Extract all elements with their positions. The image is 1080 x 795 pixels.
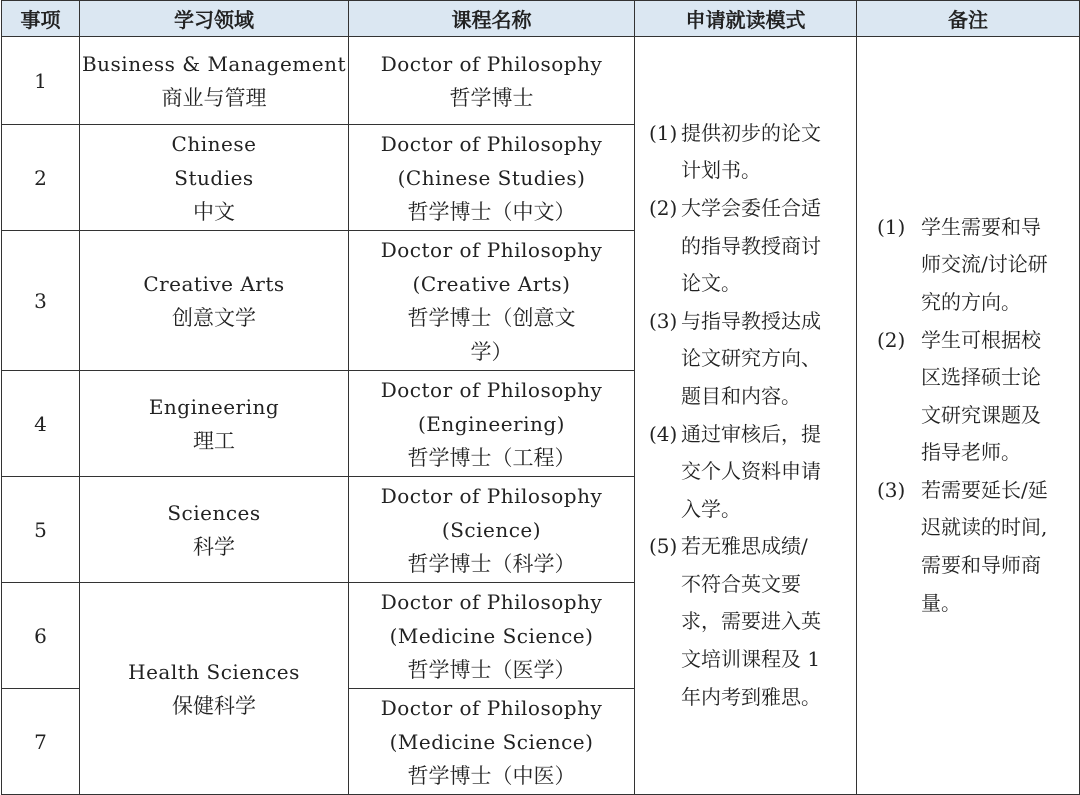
mode-line: 入学。 [681,496,741,521]
mode-marker: (3) [649,308,678,333]
header-notes: 备注 [857,1,1080,37]
mode-line: 题目和内容。 [681,383,801,408]
study-area [80,231,349,371]
row-number: 4 [2,371,80,477]
study-area [80,477,349,583]
mode-marker: (1) [649,120,678,145]
mode-line: 的指导教授商讨 [681,233,821,258]
mode-line: 论文。 [681,271,741,296]
mode-marker: (2) [649,195,678,220]
row-number: 3 [2,231,80,371]
area-en: Health Sciences [128,659,300,684]
mode-line: 不符合英文要 [681,571,801,596]
mode-line: 通过审核后，提 [681,421,821,446]
notes-line: 区选择硕士论 [921,365,1041,390]
area-en: Engineering [148,394,280,419]
notes-line: 学生需要和导 [921,214,1041,239]
mode-line: 若无雅思成绩/ [681,534,808,559]
mode-line: 求，需要进入英 [681,609,821,634]
mode-line: 与指导教授达成 [681,308,821,333]
area-en-line2: Studies [174,165,254,190]
course-zh: 哲学博士（医学） [407,657,576,682]
study-area [80,371,349,477]
course-zh: 哲学博士（科学） [407,551,576,576]
row-number: 5 [2,477,80,583]
course-zh-line2: 学） [470,339,513,364]
mode-item [635,190,856,303]
notes-line: 究的方向。 [921,289,1021,314]
course-en: Doctor of Philosophy [380,589,603,614]
course-zh: 哲学博士 [449,85,534,110]
header-mode: 申请就读模式 [635,1,857,37]
course-en-sub: (Science) [441,517,542,542]
area-zh: 科学 [193,534,235,559]
mode-item [635,416,856,529]
course-en-sub: (Medicine Science) [389,623,594,648]
course-en-sub: (Engineering) [418,411,565,436]
mode-line: 文培训课程及 1 [681,647,821,672]
area-zh: 中文 [193,199,235,224]
course-en-sub: (Creative Arts) [412,271,571,296]
study-area [80,37,349,125]
notes-marker: (3) [877,477,906,502]
course-zh: 哲学博士（中文） [407,199,576,224]
mode-marker: (4) [649,421,678,446]
header-row [2,1,1080,37]
notes-line: 师交流/讨论研 [921,252,1048,277]
notes-marker: (2) [877,327,906,352]
notes-line: 迟就读的时间, [921,515,1048,540]
mode-item [635,528,856,716]
course-en: Doctor of Philosophy [380,483,603,508]
course-name [349,477,635,583]
area-zh: 保健科学 [172,693,256,718]
notes-line: 量。 [921,590,961,615]
notes-item [857,322,1079,472]
header-area: 学习领域 [80,1,349,37]
area-zh: 理工 [193,428,235,453]
course-name [349,125,635,231]
course-name [349,583,635,689]
area-zh: 商业与管理 [161,85,267,110]
notes-line: 需要和导师商 [921,553,1041,578]
course-en: Doctor of Philosophy [380,377,603,402]
course-zh: 哲学博士（中医） [407,763,576,788]
mode-line: 大学会委任合适 [681,195,821,220]
mode-line: 年内考到雅思。 [681,684,821,709]
study-area [80,583,349,795]
row-number: 6 [2,583,80,689]
course-name [349,689,635,795]
course-zh: 哲学博士（创意文 [407,305,576,330]
area-en: Business & Management [81,51,347,76]
mode-line: 计划书。 [681,158,761,183]
row-number: 1 [2,37,80,125]
notes-line: 指导老师。 [921,440,1021,465]
area-zh: 创意文学 [172,305,256,330]
course-en: Doctor of Philosophy [380,131,603,156]
mode-list [635,115,856,717]
notes-line: 若需要延长/延 [921,477,1048,502]
programme-table [1,0,1080,795]
course-name [349,37,635,125]
area-en: Chinese [171,131,257,156]
course-en-sub: (Medicine Science) [389,729,594,754]
table-row [2,37,1080,125]
course-en: Doctor of Philosophy [380,237,603,262]
remarks [857,37,1080,795]
notes-item [857,472,1079,622]
course-en: Doctor of Philosophy [380,695,603,720]
notes-list [857,209,1079,623]
row-number: 2 [2,125,80,231]
header-course: 课程名称 [349,1,635,37]
course-name [349,371,635,477]
area-en: Creative Arts [143,271,285,296]
mode-line: 提供初步的论文 [681,120,821,145]
mode-line: 论文研究方向、 [681,346,821,371]
course-en-sub: (Chinese Studies) [397,165,586,190]
notes-line: 学生可根据校 [921,327,1041,352]
notes-marker: (1) [877,214,906,239]
mode-item [635,303,856,416]
course-en: Doctor of Philosophy [380,51,603,76]
course-name [349,231,635,371]
mode-item [635,115,856,190]
notes-line: 文研究课题及 [921,402,1041,427]
mode-line: 交个人资料申请 [681,459,821,484]
row-number: 7 [2,689,80,795]
notes-item [857,209,1079,322]
course-zh: 哲学博士（工程） [407,445,576,470]
area-en: Sciences [167,500,261,525]
mode-marker: (5) [649,534,678,559]
study-area [80,125,349,231]
application-mode [635,37,857,795]
header-item: 事项 [2,1,80,37]
